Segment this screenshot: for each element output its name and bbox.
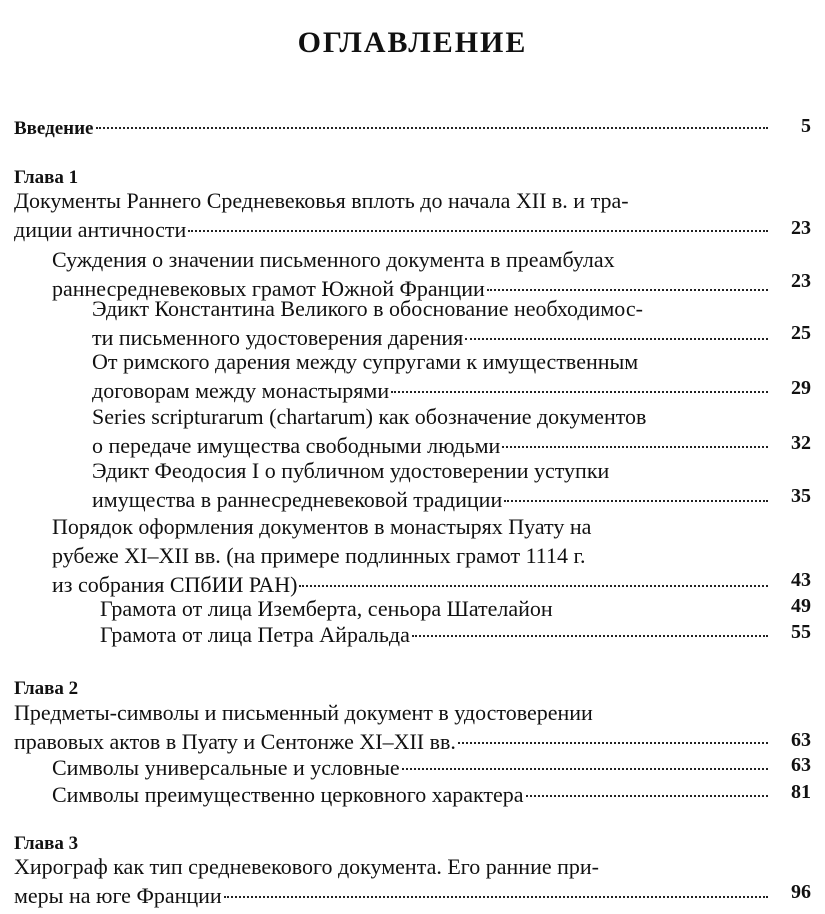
chapter-label: Глава 3 [14, 833, 79, 854]
toc-entry-line: Суждения о значении письменного документа в преамбулах [52, 247, 615, 272]
toc-entry-ch2-s2[interactable] [52, 780, 768, 809]
toc-entry-line: договорам между монастырями [92, 378, 390, 403]
dot-leader [412, 635, 768, 637]
chapter-label: Глава 1 [14, 167, 79, 188]
toc-entry-line: о передаче имущества свободными людьми [92, 433, 501, 458]
toc-entry-line: Эдикт Феодосия I о публичном удостоверении уступки [92, 458, 610, 483]
toc-entry-line: Эдикт Константина Великого в обоснование необходимос- [92, 296, 643, 321]
toc-entry-ch1-s1b[interactable] [92, 347, 768, 405]
toc-entry-line: имущества в раннесредневековой традиции [92, 487, 503, 512]
toc-entry-line: рубеже XI–XII вв. (на примере подлинных грамот 1114 г. [52, 543, 586, 568]
page-number: 96 [791, 881, 811, 903]
toc-entry-ch1-s1c[interactable] [92, 402, 768, 460]
page-number: 63 [791, 754, 811, 776]
toc-entry-ch1-s1d[interactable] [92, 456, 768, 514]
page-number: 55 [791, 621, 811, 643]
page-number: 32 [791, 432, 811, 454]
dot-leader [402, 768, 768, 770]
page-number: 25 [791, 322, 811, 344]
toc-entry-line: Символы универсальные и условные [52, 755, 400, 780]
toc-entry-line: Символы преимущественно церковного характера [52, 782, 524, 807]
dot-leader [487, 289, 768, 291]
dot-leader [458, 742, 768, 744]
page-number: 23 [791, 270, 811, 292]
dot-leader [465, 338, 768, 340]
page-number: 43 [791, 569, 811, 591]
toc-entry-line: Порядок оформления документов в монастырях Пуату на [52, 514, 592, 539]
toc-entry-ch1-s2a[interactable] [100, 594, 768, 623]
toc-entry-ch1-main[interactable] [14, 186, 768, 244]
toc-entry-text: Введение [14, 118, 94, 139]
page-number: 5 [801, 115, 811, 137]
dot-leader [188, 230, 768, 232]
page-number: 63 [791, 729, 811, 751]
dot-leader [391, 391, 768, 393]
toc-entry-line: раннесредневековых грамот Южной Франции [52, 276, 485, 301]
page-number: 81 [791, 781, 811, 803]
dot-leader [526, 795, 768, 797]
toc-entry-ch1-s2[interactable] [52, 512, 768, 599]
toc-entry-line: диции античности [14, 217, 187, 242]
toc-entry-line: Series scripturarum (chartarum) как обозначение документов [92, 404, 647, 429]
toc-entry-line: правовых актов в Пуату и Сентонже XI–XII вв. [14, 729, 456, 754]
dot-leader [299, 585, 768, 587]
dot-leader [502, 446, 768, 448]
dot-leader [504, 500, 768, 502]
toc-entry-ch3-main[interactable] [14, 852, 768, 910]
page-number: 23 [791, 217, 811, 239]
dot-leader [224, 896, 768, 898]
toc-entry-line: Грамота от лица Петра Айральда [100, 622, 410, 647]
page-number: 35 [791, 485, 811, 507]
toc-entry-line: От римского дарения между супругами к имущественным [92, 349, 639, 374]
toc-entry-line: Предметы-символы и письменный документ в удостоверении [14, 700, 593, 725]
chapter-label: Глава 2 [14, 678, 79, 699]
toc-entry-line: меры на юге Франции [14, 883, 222, 908]
toc-entry-line: Грамота от лица Иземберта, сеньора Шателайон [100, 596, 553, 621]
toc-entry-line: Хирограф как тип средневекового документа. Его ранние при- [14, 854, 599, 879]
dot-leader [96, 127, 769, 129]
toc-entry-ch1-s2b[interactable] [100, 620, 768, 649]
toc-entry-intro[interactable] [14, 114, 768, 143]
page-title: ОГЛАВЛЕНИЕ [297, 26, 528, 59]
toc-entry-ch2-s1[interactable] [52, 753, 768, 782]
toc-entry-line: ти письменного удостоверения дарения [92, 325, 464, 350]
toc-entry-line: из собрания СПбИИ РАН) [52, 572, 298, 597]
toc-entry-ch1-s1a[interactable] [92, 294, 768, 352]
toc-entry-line: Документы Раннего Средневековья вплоть до начала XII в. и тра- [14, 188, 629, 213]
toc-entry-ch2-main[interactable] [14, 698, 768, 756]
page-number: 49 [791, 595, 811, 617]
page-number: 29 [791, 377, 811, 399]
